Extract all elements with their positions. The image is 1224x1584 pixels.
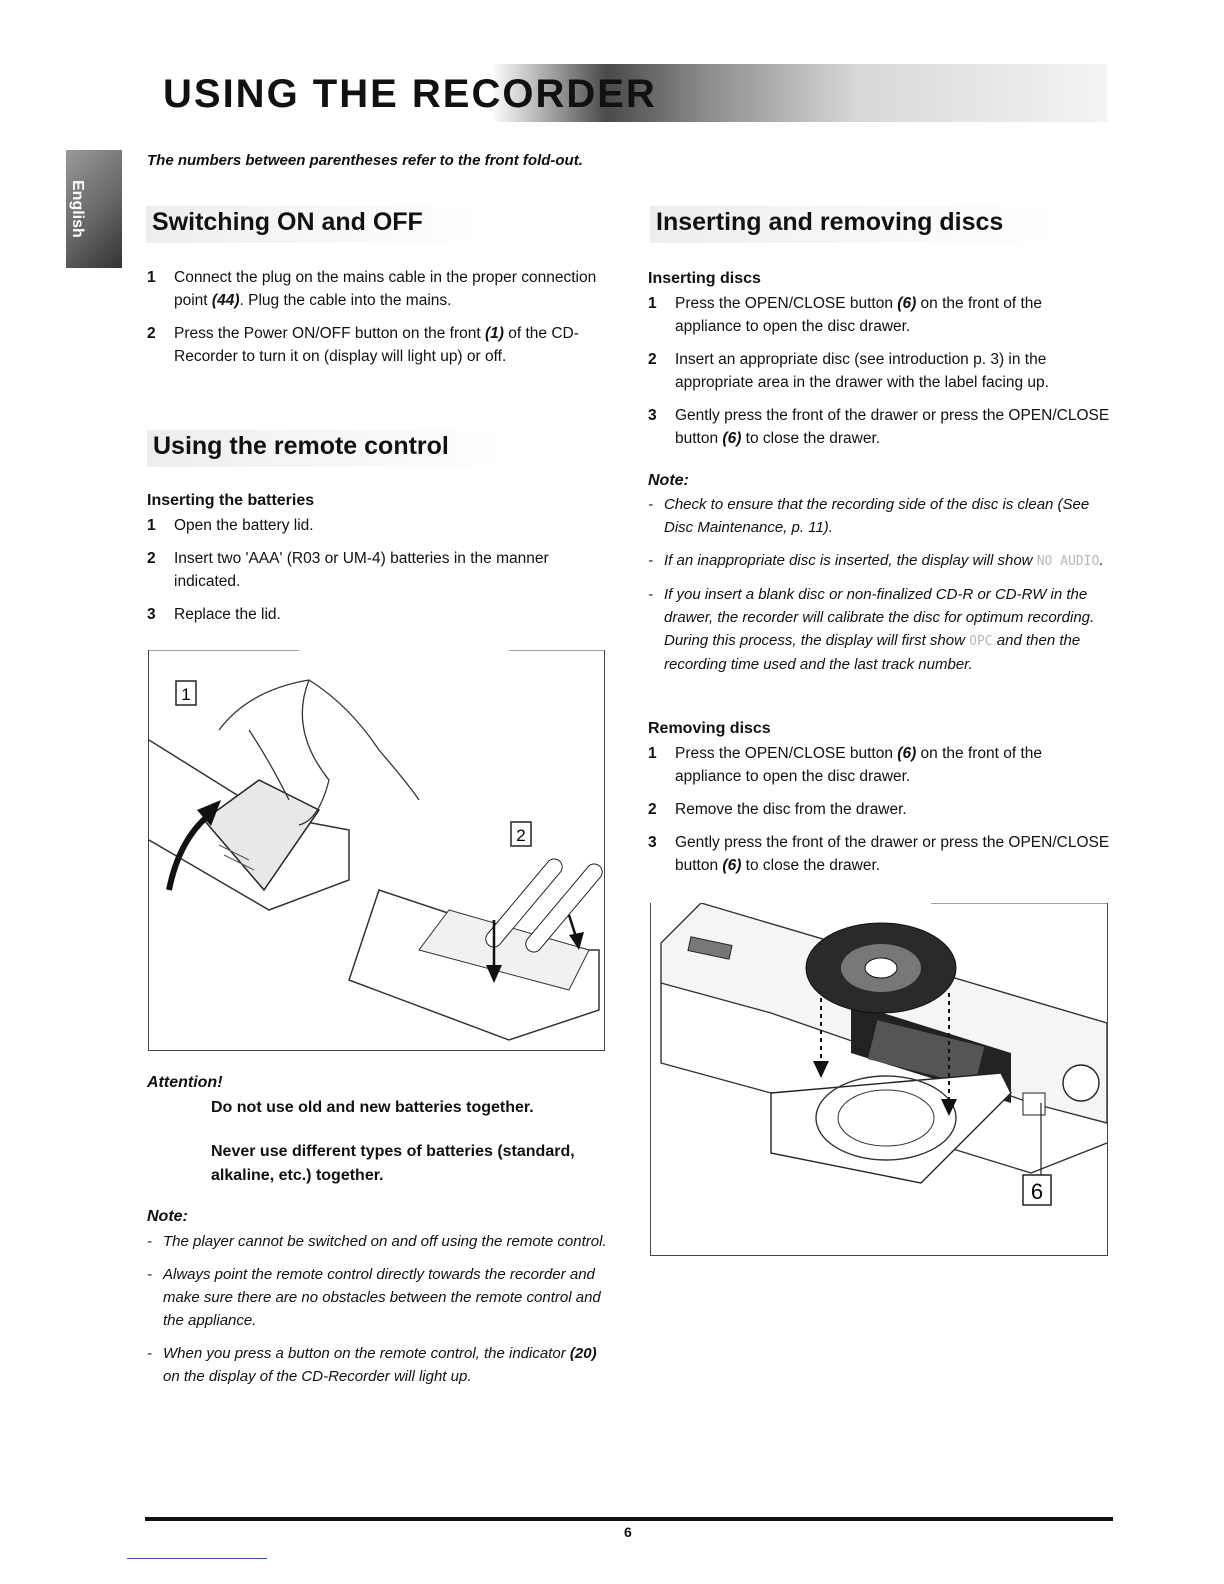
list-item: - Always point the remote control directly towards the recorder and make sure there are no obstacles between the remote control and the appliance. [147,1266,601,1329]
step-text: Insert two 'AAA' (R03 or UM-4) batteries in the manner indicated. [174,550,549,590]
battery-steps [147,514,567,636]
list-item: - When you press a button on the remote control, the indicator (20) on the display of the CD-Recorder will light up. [147,1345,597,1385]
step-text: Gently press the front of the drawer or press the OPEN/CLOSE button [675,834,1110,874]
step-number: 1 [648,745,657,762]
list-item: - Check to ensure that the recording side of the disc is clean (See Disc Maintenance, p. 11). [648,496,1090,536]
removing-subheading: Removing discs [648,720,771,737]
figure-label-2: 2 [516,826,526,845]
footer-rule [145,1517,1113,1521]
step-number: 1 [648,295,657,312]
language-tab-label: English [69,180,86,238]
note-text: Always point the remote control directly towards the recorder and make sure there are no obstacles between the remote control and the appliance. [163,1266,601,1329]
step-text: on the front of the appliance to open the disc drawer. [675,745,1043,785]
note-text: If you insert a blank disc or non-finalized CD-R or CD-RW in the drawer, the recorder will calibrate the disc for optimum recording. During this process, the display will first show [664,586,1095,649]
step-text: Gently press the front of the drawer or press the OPEN/CLOSE button [675,407,1110,447]
step-text: Insert an appropriate disc (see introduction p. 3) in the appropriate area in the drawer with the label facing up. [675,351,1049,391]
intro-text: The numbers between parentheses refer to the front fold-out. [147,152,583,169]
batteries-subheading: Inserting the batteries [147,492,315,509]
disc-notes [648,493,1110,686]
list-item: - If you insert a blank disc or non-finalized CD-R or CD-RW in the drawer, the recorder will calibrate the disc for optimum recording. During this process, the display will first show OPC and then the recording time used and the last track number. [648,586,1095,673]
step-ref: (6) [722,430,742,447]
step-number: 2 [648,801,657,818]
step-ref: (44) [211,292,240,309]
step-text: Press the Power ON/OFF button on the front [174,325,485,342]
language-tab [66,150,122,268]
list-item [147,547,567,593]
note-ref: (20) [569,1345,597,1362]
remote-notes [147,1230,609,1398]
list-item [648,798,1110,821]
step-ref: (6) [897,745,917,762]
disc-drawer-illustration [650,903,1108,1256]
note-text: Check to ensure that the recording side of the disc is clean (See Disc Maintenance, p. 11). [664,496,1090,536]
page-number: 6 [624,1524,632,1540]
step-text: to close the drawer. [741,430,881,447]
bottom-link-rule [127,1558,267,1559]
step-number: 3 [648,407,657,424]
step-text: to close the drawer. [741,857,881,874]
step-text: on the front of the appliance to open the disc drawer. [675,295,1043,335]
note-text: on the display of the CD-Recorder will light up. [163,1368,472,1385]
step-text: Remove the disc from the drawer. [675,801,907,818]
step-number: 3 [648,834,657,851]
attention-title: Attention! [147,1074,223,1091]
list-item [147,603,567,626]
switching-steps [147,266,597,378]
list-item [648,831,1110,877]
recorder-drawing [651,903,1107,1255]
list-item [147,266,597,312]
step-text: Replace the lid. [174,606,281,623]
display-readout: NO AUDIO [1036,554,1100,569]
step-number: 3 [147,606,156,623]
step-number: 2 [648,351,657,368]
note-text: . [1099,552,1104,569]
list-item [648,742,1110,788]
remove-steps [648,742,1110,887]
list-item [147,514,567,537]
remote-control-drawing [149,650,604,1050]
list-item [648,404,1110,450]
remote-heading: Using the remote control [147,430,509,467]
step-ref: (6) [722,857,742,874]
battery-illustration [148,650,605,1051]
page-title: USING THE RECORDER [163,72,657,116]
switching-heading: Switching ON and OFF [146,206,483,243]
figure-label-6: 6 [1030,1179,1044,1204]
note-text: When you press a button on the remote control, the indicator [163,1345,570,1362]
list-item [648,292,1110,338]
display-readout: OPC [969,634,993,649]
list-item [147,322,597,368]
step-text: Press the OPEN/CLOSE button [675,745,898,762]
inserting-subheading: Inserting discs [648,270,761,287]
step-text: Press the OPEN/CLOSE button [675,295,898,312]
list-item: - The player cannot be switched on and off using the remote control. [147,1233,607,1250]
step-number: 1 [147,269,156,286]
step-ref: (1) [485,325,504,342]
figure-label-1: 1 [181,685,191,704]
note-text: and then the recording time used and the last track number. [664,632,1081,673]
step-text: of the CD-Recorder to turn it on (display will light up) or off. [174,325,579,365]
step-text: . Plug the cable into the mains. [239,292,452,309]
step-ref: (6) [897,295,917,312]
step-number: 1 [147,517,156,534]
remote-note-title: Note: [147,1208,188,1225]
disc-note-title: Note: [648,472,689,489]
note-text: The player cannot be switched on and off using the remote control. [163,1233,607,1250]
discs-heading: Inserting and removing discs [650,206,1063,243]
step-text: Connect the plug on the mains cable in the proper connection point [174,269,597,309]
header-banner [145,64,1107,122]
list-item: - If an inappropriate disc is inserted, the display will show NO AUDIO. [648,552,1104,569]
attention-text-1: Do not use old and new batteries together. [211,1099,534,1116]
step-text: Open the battery lid. [174,517,314,534]
attention-text-2: Never use different types of batteries (standard, alkaline, etc.) together. [211,1143,575,1184]
step-number: 2 [147,550,156,567]
list-item [648,348,1110,394]
step-number: 2 [147,325,156,342]
insert-steps [648,292,1110,460]
note-text: If an inappropriate disc is inserted, the display will show [664,552,1037,569]
